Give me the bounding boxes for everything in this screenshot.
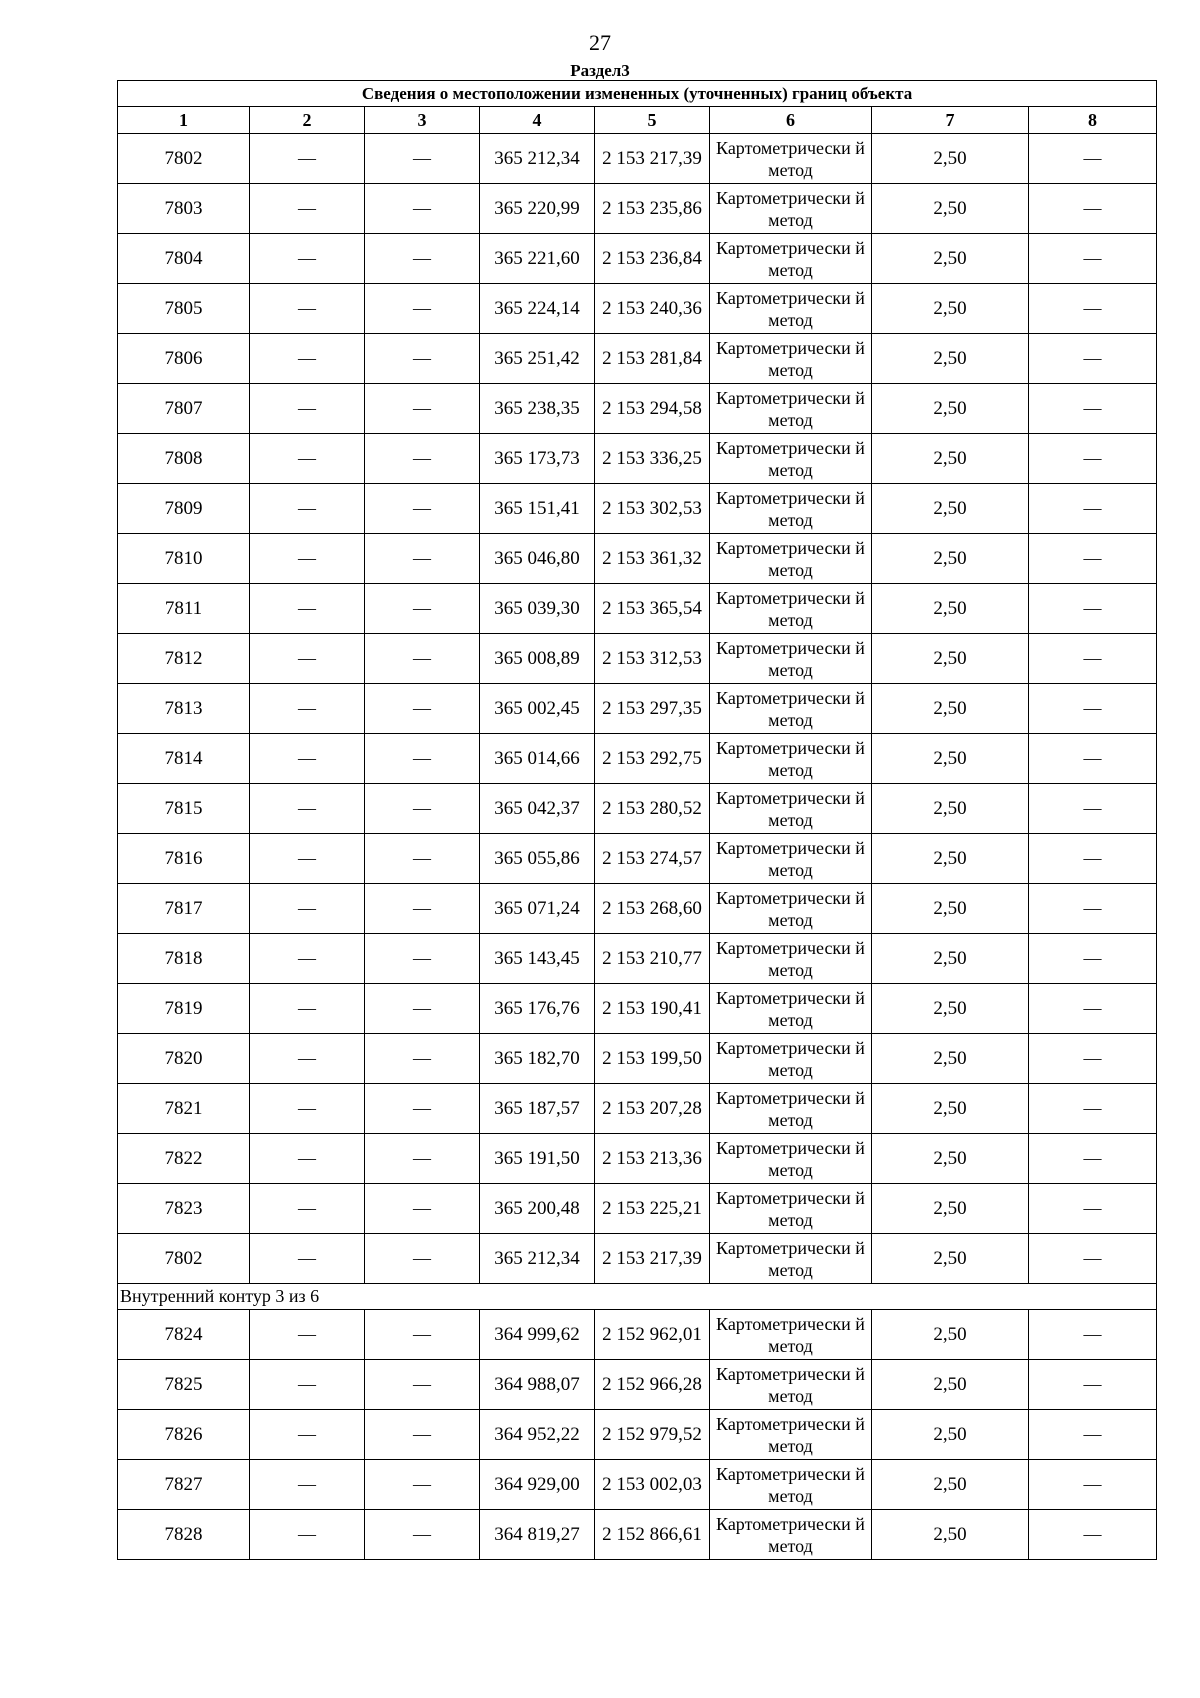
y-coordinate-cell: 2 152 966,28 <box>595 1360 710 1410</box>
x-coordinate-cell: 365 055,86 <box>480 834 595 884</box>
method-cell: Картометрически й метод <box>710 334 872 384</box>
y-coordinate-cell: 2 153 240,36 <box>595 284 710 334</box>
empty-dash-cell: — <box>365 434 480 484</box>
empty-dash-cell: — <box>250 834 365 884</box>
method-cell: Картометрически й метод <box>710 1184 872 1234</box>
section-title: Раздел3 <box>570 61 630 80</box>
y-coordinate-cell: 2 153 281,84 <box>595 334 710 384</box>
table-row <box>118 484 1157 534</box>
empty-dash-cell: — <box>365 1184 480 1234</box>
column-number: 5 <box>595 107 710 134</box>
x-coordinate-cell: 365 173,73 <box>480 434 595 484</box>
table-row <box>118 384 1157 434</box>
method-cell: Картометрически й метод <box>710 684 872 734</box>
empty-dash-cell: — <box>365 1134 480 1184</box>
table-row <box>118 1234 1157 1284</box>
empty-dash-cell: — <box>365 534 480 584</box>
empty-dash-cell: — <box>250 134 365 184</box>
method-cell: Картометрически й метод <box>710 484 872 534</box>
empty-dash-cell: — <box>250 884 365 934</box>
point-number-cell: 7803 <box>118 184 250 234</box>
point-number-cell: 7815 <box>118 784 250 834</box>
x-coordinate-cell: 365 224,14 <box>480 284 595 334</box>
point-number-cell: 7821 <box>118 1084 250 1134</box>
precision-cell: 2,50 <box>872 284 1029 334</box>
x-coordinate-cell: 365 143,45 <box>480 934 595 984</box>
empty-dash-cell: — <box>1029 134 1157 184</box>
y-coordinate-cell: 2 153 236,84 <box>595 234 710 284</box>
empty-dash-cell: — <box>1029 484 1157 534</box>
precision-cell: 2,50 <box>872 334 1029 384</box>
table-row <box>118 734 1157 784</box>
empty-dash-cell: — <box>365 184 480 234</box>
method-cell: Картометрически й метод <box>710 934 872 984</box>
method-cell: Картометрически й метод <box>710 384 872 434</box>
empty-dash-cell: — <box>365 484 480 534</box>
column-number: 8 <box>1029 107 1157 134</box>
x-coordinate-cell: 365 251,42 <box>480 334 595 384</box>
table-row <box>118 1310 1157 1360</box>
x-coordinate-cell: 365 221,60 <box>480 234 595 284</box>
empty-dash-cell: — <box>365 334 480 384</box>
point-number-cell: 7809 <box>118 484 250 534</box>
precision-cell: 2,50 <box>872 734 1029 784</box>
precision-cell: 2,50 <box>872 984 1029 1034</box>
point-number-cell: 7826 <box>118 1410 250 1460</box>
y-coordinate-cell: 2 153 217,39 <box>595 1234 710 1284</box>
empty-dash-cell: — <box>1029 584 1157 634</box>
empty-dash-cell: — <box>365 834 480 884</box>
precision-cell: 2,50 <box>872 684 1029 734</box>
table-row <box>118 1410 1157 1460</box>
empty-dash-cell: — <box>365 1410 480 1460</box>
point-number-cell: 7822 <box>118 1134 250 1184</box>
empty-dash-cell: — <box>250 1310 365 1360</box>
y-coordinate-cell: 2 153 312,53 <box>595 634 710 684</box>
empty-dash-cell: — <box>250 734 365 784</box>
empty-dash-cell: — <box>1029 284 1157 334</box>
empty-dash-cell: — <box>365 1034 480 1084</box>
empty-dash-cell: — <box>365 134 480 184</box>
empty-dash-cell: — <box>250 384 365 434</box>
table-row <box>118 634 1157 684</box>
table-row <box>118 884 1157 934</box>
precision-cell: 2,50 <box>872 1410 1029 1460</box>
column-number: 1 <box>118 107 250 134</box>
empty-dash-cell: — <box>365 734 480 784</box>
column-number: 4 <box>480 107 595 134</box>
precision-cell: 2,50 <box>872 434 1029 484</box>
table-row <box>118 1034 1157 1084</box>
point-number-cell: 7810 <box>118 534 250 584</box>
precision-cell: 2,50 <box>872 1234 1029 1284</box>
empty-dash-cell: — <box>1029 334 1157 384</box>
empty-dash-cell: — <box>365 634 480 684</box>
point-number-cell: 7814 <box>118 734 250 784</box>
y-coordinate-cell: 2 153 225,21 <box>595 1184 710 1234</box>
y-coordinate-cell: 2 153 199,50 <box>595 1034 710 1084</box>
precision-cell: 2,50 <box>872 1184 1029 1234</box>
precision-cell: 2,50 <box>872 584 1029 634</box>
table-row <box>118 1510 1157 1560</box>
method-cell: Картометрически й метод <box>710 534 872 584</box>
x-coordinate-cell: 365 151,41 <box>480 484 595 534</box>
precision-cell: 2,50 <box>872 934 1029 984</box>
x-coordinate-cell: 364 999,62 <box>480 1310 595 1360</box>
x-coordinate-cell: 365 182,70 <box>480 1034 595 1084</box>
table-caption: Сведения о местоположении измененных (уточненных) границ объекта <box>118 81 1157 107</box>
empty-dash-cell: — <box>1029 1084 1157 1134</box>
empty-dash-cell: — <box>250 584 365 634</box>
empty-dash-cell: — <box>1029 1134 1157 1184</box>
x-coordinate-cell: 365 008,89 <box>480 634 595 684</box>
point-number-cell: 7817 <box>118 884 250 934</box>
precision-cell: 2,50 <box>872 834 1029 884</box>
empty-dash-cell: — <box>365 234 480 284</box>
boundary-coordinates-table <box>117 80 1157 1560</box>
method-cell: Картометрически й метод <box>710 784 872 834</box>
empty-dash-cell: — <box>250 1134 365 1184</box>
empty-dash-cell: — <box>1029 1234 1157 1284</box>
page-number: 27 <box>589 30 611 55</box>
method-cell: Картометрически й метод <box>710 234 872 284</box>
empty-dash-cell: — <box>365 934 480 984</box>
table-row <box>118 134 1157 184</box>
point-number-cell: 7820 <box>118 1034 250 1084</box>
x-coordinate-cell: 365 212,34 <box>480 1234 595 1284</box>
precision-cell: 2,50 <box>872 1460 1029 1510</box>
precision-cell: 2,50 <box>872 184 1029 234</box>
table-row <box>118 184 1157 234</box>
point-number-cell: 7818 <box>118 934 250 984</box>
method-cell: Картометрически й метод <box>710 1134 872 1184</box>
x-coordinate-cell: 365 039,30 <box>480 584 595 634</box>
point-number-cell: 7802 <box>118 1234 250 1284</box>
table-row <box>118 534 1157 584</box>
empty-dash-cell: — <box>1029 1410 1157 1460</box>
precision-cell: 2,50 <box>872 1360 1029 1410</box>
method-cell: Картометрически й метод <box>710 284 872 334</box>
precision-cell: 2,50 <box>872 884 1029 934</box>
method-cell: Картометрически й метод <box>710 1410 872 1460</box>
method-cell: Картометрически й метод <box>710 1034 872 1084</box>
empty-dash-cell: — <box>365 1310 480 1360</box>
table-row <box>118 934 1157 984</box>
empty-dash-cell: — <box>250 784 365 834</box>
point-number-cell: 7828 <box>118 1510 250 1560</box>
x-coordinate-cell: 365 200,48 <box>480 1184 595 1234</box>
x-coordinate-cell: 365 238,35 <box>480 384 595 434</box>
empty-dash-cell: — <box>250 284 365 334</box>
method-cell: Картометрически й метод <box>710 634 872 684</box>
empty-dash-cell: — <box>365 1084 480 1134</box>
method-cell: Картометрически й метод <box>710 434 872 484</box>
table-row <box>118 234 1157 284</box>
empty-dash-cell: — <box>250 1234 365 1284</box>
precision-cell: 2,50 <box>872 234 1029 284</box>
empty-dash-cell: — <box>365 884 480 934</box>
y-coordinate-cell: 2 153 365,54 <box>595 584 710 634</box>
x-coordinate-cell: 364 952,22 <box>480 1410 595 1460</box>
x-coordinate-cell: 365 187,57 <box>480 1084 595 1134</box>
empty-dash-cell: — <box>365 284 480 334</box>
empty-dash-cell: — <box>1029 684 1157 734</box>
empty-dash-cell: — <box>1029 734 1157 784</box>
y-coordinate-cell: 2 153 302,53 <box>595 484 710 534</box>
empty-dash-cell: — <box>250 634 365 684</box>
y-coordinate-cell: 2 153 274,57 <box>595 834 710 884</box>
point-number-cell: 7825 <box>118 1360 250 1410</box>
table-row <box>118 434 1157 484</box>
precision-cell: 2,50 <box>872 384 1029 434</box>
empty-dash-cell: — <box>1029 884 1157 934</box>
x-coordinate-cell: 364 929,00 <box>480 1460 595 1510</box>
table-row <box>118 684 1157 734</box>
y-coordinate-cell: 2 152 979,52 <box>595 1410 710 1460</box>
empty-dash-cell: — <box>250 234 365 284</box>
x-coordinate-cell: 365 014,66 <box>480 734 595 784</box>
x-coordinate-cell: 365 191,50 <box>480 1134 595 1184</box>
precision-cell: 2,50 <box>872 784 1029 834</box>
point-number-cell: 7819 <box>118 984 250 1034</box>
empty-dash-cell: — <box>365 684 480 734</box>
x-coordinate-cell: 365 042,37 <box>480 784 595 834</box>
point-number-cell: 7823 <box>118 1184 250 1234</box>
y-coordinate-cell: 2 153 292,75 <box>595 734 710 784</box>
empty-dash-cell: — <box>250 934 365 984</box>
y-coordinate-cell: 2 153 207,28 <box>595 1084 710 1134</box>
column-number: 7 <box>872 107 1029 134</box>
point-number-cell: 7812 <box>118 634 250 684</box>
y-coordinate-cell: 2 153 280,52 <box>595 784 710 834</box>
precision-cell: 2,50 <box>872 534 1029 584</box>
y-coordinate-cell: 2 153 294,58 <box>595 384 710 434</box>
point-number-cell: 7802 <box>118 134 250 184</box>
empty-dash-cell: — <box>1029 984 1157 1034</box>
empty-dash-cell: — <box>250 1410 365 1460</box>
empty-dash-cell: — <box>1029 1360 1157 1410</box>
table-row <box>118 1460 1157 1510</box>
point-number-cell: 7805 <box>118 284 250 334</box>
table-row <box>118 1360 1157 1410</box>
x-coordinate-cell: 365 046,80 <box>480 534 595 584</box>
table-row <box>118 584 1157 634</box>
point-number-cell: 7806 <box>118 334 250 384</box>
method-cell: Картометрически й метод <box>710 1084 872 1134</box>
point-number-cell: 7813 <box>118 684 250 734</box>
empty-dash-cell: — <box>250 1034 365 1084</box>
x-coordinate-cell: 365 071,24 <box>480 884 595 934</box>
empty-dash-cell: — <box>250 334 365 384</box>
empty-dash-cell: — <box>1029 434 1157 484</box>
method-cell: Картометрически й метод <box>710 984 872 1034</box>
empty-dash-cell: — <box>250 1460 365 1510</box>
empty-dash-cell: — <box>1029 1034 1157 1084</box>
method-cell: Картометрически й метод <box>710 734 872 784</box>
empty-dash-cell: — <box>1029 784 1157 834</box>
method-cell: Картометрически й метод <box>710 584 872 634</box>
y-coordinate-cell: 2 153 235,86 <box>595 184 710 234</box>
empty-dash-cell: — <box>250 1360 365 1410</box>
x-coordinate-cell: 364 819,27 <box>480 1510 595 1560</box>
empty-dash-cell: — <box>1029 534 1157 584</box>
x-coordinate-cell: 364 988,07 <box>480 1360 595 1410</box>
empty-dash-cell: — <box>365 1234 480 1284</box>
method-cell: Картометрически й метод <box>710 1360 872 1410</box>
table-row <box>118 1084 1157 1134</box>
method-cell: Картометрически й метод <box>710 1510 872 1560</box>
empty-dash-cell: — <box>1029 834 1157 884</box>
empty-dash-cell: — <box>1029 1460 1157 1510</box>
empty-dash-cell: — <box>365 1510 480 1560</box>
y-coordinate-cell: 2 152 962,01 <box>595 1310 710 1360</box>
point-number-cell: 7808 <box>118 434 250 484</box>
empty-dash-cell: — <box>250 534 365 584</box>
contour-label: Внутренний контур 3 из 6 <box>118 1284 1157 1310</box>
column-number: 3 <box>365 107 480 134</box>
table-row <box>118 1134 1157 1184</box>
empty-dash-cell: — <box>365 1460 480 1510</box>
table-row <box>118 1184 1157 1234</box>
empty-dash-cell: — <box>1029 384 1157 434</box>
empty-dash-cell: — <box>250 434 365 484</box>
precision-cell: 2,50 <box>872 1134 1029 1184</box>
y-coordinate-cell: 2 153 361,32 <box>595 534 710 584</box>
point-number-cell: 7804 <box>118 234 250 284</box>
method-cell: Картометрически й метод <box>710 1460 872 1510</box>
table-row <box>118 284 1157 334</box>
point-number-cell: 7811 <box>118 584 250 634</box>
empty-dash-cell: — <box>1029 1184 1157 1234</box>
precision-cell: 2,50 <box>872 1084 1029 1134</box>
y-coordinate-cell: 2 153 336,25 <box>595 434 710 484</box>
empty-dash-cell: — <box>250 1510 365 1560</box>
column-number-row <box>118 107 1157 134</box>
empty-dash-cell: — <box>250 684 365 734</box>
precision-cell: 2,50 <box>872 484 1029 534</box>
empty-dash-cell: — <box>250 984 365 1034</box>
empty-dash-cell: — <box>1029 234 1157 284</box>
empty-dash-cell: — <box>250 184 365 234</box>
method-cell: Картометрически й метод <box>710 834 872 884</box>
x-coordinate-cell: 365 212,34 <box>480 134 595 184</box>
point-number-cell: 7816 <box>118 834 250 884</box>
y-coordinate-cell: 2 153 217,39 <box>595 134 710 184</box>
y-coordinate-cell: 2 153 190,41 <box>595 984 710 1034</box>
table-row <box>118 784 1157 834</box>
column-number: 2 <box>250 107 365 134</box>
empty-dash-cell: — <box>1029 934 1157 984</box>
empty-dash-cell: — <box>1029 634 1157 684</box>
y-coordinate-cell: 2 153 002,03 <box>595 1460 710 1510</box>
method-cell: Картометрически й метод <box>710 884 872 934</box>
method-cell: Картометрически й метод <box>710 1310 872 1360</box>
y-coordinate-cell: 2 153 213,36 <box>595 1134 710 1184</box>
empty-dash-cell: — <box>1029 184 1157 234</box>
empty-dash-cell: — <box>250 484 365 534</box>
y-coordinate-cell: 2 152 866,61 <box>595 1510 710 1560</box>
precision-cell: 2,50 <box>872 1510 1029 1560</box>
method-cell: Картометрически й метод <box>710 184 872 234</box>
empty-dash-cell: — <box>365 384 480 434</box>
contour-label-row <box>118 1284 1157 1310</box>
precision-cell: 2,50 <box>872 1310 1029 1360</box>
point-number-cell: 7807 <box>118 384 250 434</box>
empty-dash-cell: — <box>365 984 480 1034</box>
x-coordinate-cell: 365 002,45 <box>480 684 595 734</box>
point-number-cell: 7827 <box>118 1460 250 1510</box>
empty-dash-cell: — <box>365 1360 480 1410</box>
method-cell: Картометрически й метод <box>710 134 872 184</box>
y-coordinate-cell: 2 153 268,60 <box>595 884 710 934</box>
precision-cell: 2,50 <box>872 634 1029 684</box>
y-coordinate-cell: 2 153 210,77 <box>595 934 710 984</box>
x-coordinate-cell: 365 176,76 <box>480 984 595 1034</box>
x-coordinate-cell: 365 220,99 <box>480 184 595 234</box>
point-number-cell: 7824 <box>118 1310 250 1360</box>
empty-dash-cell: — <box>250 1084 365 1134</box>
precision-cell: 2,50 <box>872 134 1029 184</box>
precision-cell: 2,50 <box>872 1034 1029 1084</box>
table-row <box>118 334 1157 384</box>
table-row <box>118 984 1157 1034</box>
table-caption-row <box>118 81 1157 107</box>
empty-dash-cell: — <box>1029 1310 1157 1360</box>
method-cell: Картометрически й метод <box>710 1234 872 1284</box>
empty-dash-cell: — <box>250 1184 365 1234</box>
empty-dash-cell: — <box>365 584 480 634</box>
empty-dash-cell: — <box>365 784 480 834</box>
y-coordinate-cell: 2 153 297,35 <box>595 684 710 734</box>
table-row <box>118 834 1157 884</box>
column-number: 6 <box>710 107 872 134</box>
empty-dash-cell: — <box>1029 1510 1157 1560</box>
